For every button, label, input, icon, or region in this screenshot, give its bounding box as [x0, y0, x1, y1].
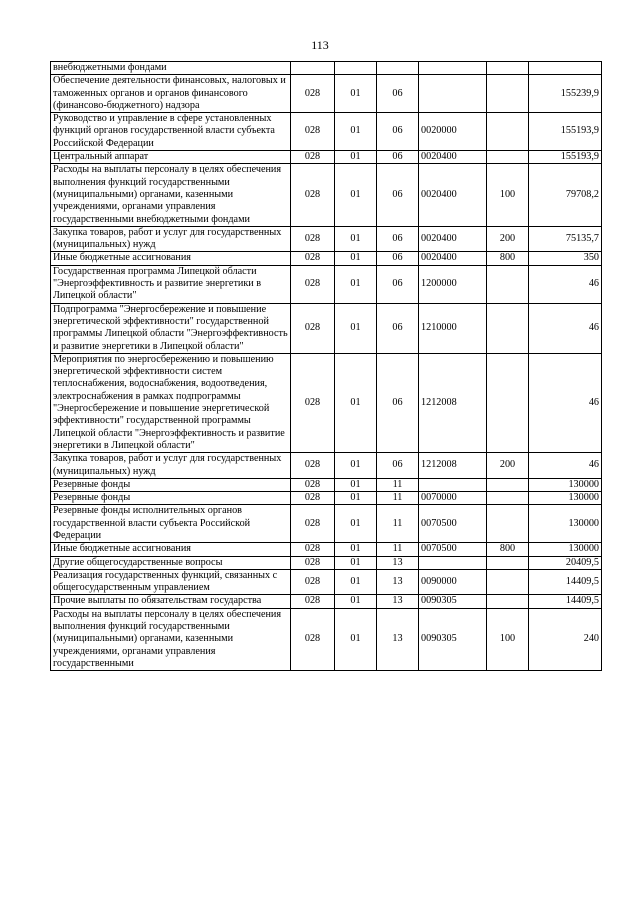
- table-row: [51, 303, 602, 353]
- row-target-article: 0020400: [419, 226, 487, 252]
- row-amount: 75135,7: [529, 226, 602, 252]
- row-amount: 14409,5: [529, 569, 602, 595]
- row-ved-code: [291, 62, 335, 75]
- row-expense-type: 200: [487, 226, 529, 252]
- row-subsection: 06: [377, 151, 419, 164]
- row-section: 01: [335, 505, 377, 543]
- row-amount: 14409,5: [529, 595, 602, 608]
- row-ved-code: 028: [291, 164, 335, 226]
- row-amount: 46: [529, 453, 602, 479]
- table-row: [51, 595, 602, 608]
- row-target-article: 0090305: [419, 608, 487, 670]
- row-subsection: 13: [377, 556, 419, 569]
- row-amount: 130000: [529, 543, 602, 556]
- row-name: Закупка товаров, работ и услуг для государственных (муниципальных) нужд: [51, 453, 291, 479]
- row-section: 01: [335, 569, 377, 595]
- row-amount: 46: [529, 265, 602, 303]
- table-row: [51, 62, 602, 75]
- row-section: 01: [335, 543, 377, 556]
- row-target-article: 0020400: [419, 164, 487, 226]
- row-name: Центральный аппарат: [51, 151, 291, 164]
- row-ved-code: 028: [291, 505, 335, 543]
- row-expense-type: 100: [487, 164, 529, 226]
- row-expense-type: [487, 353, 529, 452]
- row-subsection: 06: [377, 265, 419, 303]
- row-name: Резервные фонды исполнительных органов государственной власти субъекта Российской Федерации: [51, 505, 291, 543]
- row-ved-code: 028: [291, 303, 335, 353]
- table-row: [51, 569, 602, 595]
- row-ved-code: 028: [291, 556, 335, 569]
- row-name: Иные бюджетные ассигнования: [51, 543, 291, 556]
- row-subsection: 06: [377, 353, 419, 452]
- row-subsection: 13: [377, 608, 419, 670]
- row-subsection: 11: [377, 478, 419, 491]
- row-target-article: [419, 478, 487, 491]
- row-name: внебюджетными фондами: [51, 62, 291, 75]
- row-amount: 46: [529, 353, 602, 452]
- row-expense-type: [487, 595, 529, 608]
- table-row: [51, 226, 602, 252]
- row-expense-type: [487, 478, 529, 491]
- row-ved-code: 028: [291, 569, 335, 595]
- row-section: 01: [335, 492, 377, 505]
- row-expense-type: [487, 556, 529, 569]
- row-amount: 155193,9: [529, 151, 602, 164]
- row-expense-type: 100: [487, 608, 529, 670]
- row-target-article: 0070500: [419, 505, 487, 543]
- row-ved-code: 028: [291, 151, 335, 164]
- row-name: Реализация государственных функций, связанных с общегосударственным управлением: [51, 569, 291, 595]
- row-section: 01: [335, 113, 377, 151]
- row-ved-code: 028: [291, 453, 335, 479]
- row-amount: 155239,9: [529, 75, 602, 113]
- row-ved-code: 028: [291, 113, 335, 151]
- row-target-article: [419, 556, 487, 569]
- row-ved-code: 028: [291, 353, 335, 452]
- row-target-article: 0090305: [419, 595, 487, 608]
- table-row: [51, 113, 602, 151]
- row-target-article: 0020400: [419, 252, 487, 265]
- row-target-article: 1212008: [419, 353, 487, 452]
- row-section: 01: [335, 556, 377, 569]
- table-row: [51, 265, 602, 303]
- row-name: Государственная программа Липецкой области "Энергоэффективность и развитие энергетики в Липецкой области": [51, 265, 291, 303]
- row-section: [335, 62, 377, 75]
- row-name: Закупка товаров, работ и услуг для государственных (муниципальных) нужд: [51, 226, 291, 252]
- row-expense-type: [487, 265, 529, 303]
- row-ved-code: 028: [291, 478, 335, 491]
- table-row: [51, 505, 602, 543]
- budget-table: [50, 61, 602, 671]
- row-ved-code: 028: [291, 252, 335, 265]
- table-row: [51, 478, 602, 491]
- row-ved-code: 028: [291, 543, 335, 556]
- row-expense-type: [487, 151, 529, 164]
- table-row: [51, 252, 602, 265]
- row-name: Обеспечение деятельности финансовых, налоговых и таможенных органов и органов финансового (финансово-бюджетного) надзора: [51, 75, 291, 113]
- row-name: Другие общегосударственные вопросы: [51, 556, 291, 569]
- row-target-article: 0070500: [419, 543, 487, 556]
- table-row: [51, 453, 602, 479]
- row-target-article: [419, 62, 487, 75]
- row-amount: 79708,2: [529, 164, 602, 226]
- row-subsection: 11: [377, 492, 419, 505]
- row-name: Прочие выплаты по обязательствам государства: [51, 595, 291, 608]
- row-ved-code: 028: [291, 226, 335, 252]
- table-row: [51, 164, 602, 226]
- row-ved-code: 028: [291, 608, 335, 670]
- table-row: [51, 151, 602, 164]
- row-ved-code: 028: [291, 75, 335, 113]
- row-subsection: 06: [377, 164, 419, 226]
- row-subsection: 06: [377, 113, 419, 151]
- row-name: Расходы на выплаты персоналу в целях обеспечения выполнения функций государственными (муниципальными) органами, казенными учреждениями, органами управления государственными: [51, 608, 291, 670]
- row-section: 01: [335, 164, 377, 226]
- row-amount: 130000: [529, 492, 602, 505]
- row-expense-type: [487, 62, 529, 75]
- row-expense-type: 800: [487, 543, 529, 556]
- row-amount: 20409,5: [529, 556, 602, 569]
- row-name: Подпрограмма "Энергосбережение и повышение энергетической эффективности" государственной программы Липецкой области "Энергоэффективность и развитие энергетики в Липецкой области": [51, 303, 291, 353]
- row-name: Руководство и управление в сфере установленных функций органов государственной власти субъекта Российской Федерации: [51, 113, 291, 151]
- row-target-article: 0090000: [419, 569, 487, 595]
- row-target-article: 0070000: [419, 492, 487, 505]
- row-ved-code: 028: [291, 265, 335, 303]
- row-subsection: 11: [377, 543, 419, 556]
- row-expense-type: [487, 505, 529, 543]
- row-name: Мероприятия по энергосбережению и повышению энергетической эффективности систем теплоснабжения, водоснабжения, водоотведения, электроснабжения в рамках подпрограммы "Энергосбережение и повышение энергетической эффективности" государственной программы Липецкой области "Энергоэффективность и развитие энергетики в Липецкой области": [51, 353, 291, 452]
- row-target-article: 1212008: [419, 453, 487, 479]
- row-target-article: 1200000: [419, 265, 487, 303]
- row-subsection: [377, 62, 419, 75]
- row-expense-type: [487, 569, 529, 595]
- page-number: 113: [311, 38, 329, 52]
- table-row: [51, 543, 602, 556]
- row-amount: 130000: [529, 505, 602, 543]
- row-subsection: 06: [377, 75, 419, 113]
- row-expense-type: [487, 303, 529, 353]
- row-expense-type: [487, 492, 529, 505]
- row-expense-type: [487, 75, 529, 113]
- row-amount: 46: [529, 303, 602, 353]
- row-section: 01: [335, 252, 377, 265]
- row-subsection: 06: [377, 226, 419, 252]
- row-expense-type: 200: [487, 453, 529, 479]
- row-expense-type: [487, 113, 529, 151]
- row-subsection: 13: [377, 595, 419, 608]
- row-section: 01: [335, 608, 377, 670]
- row-ved-code: 028: [291, 595, 335, 608]
- row-name: Расходы на выплаты персоналу в целях обеспечения выполнения функций государственными (муниципальными) органами, казенными учреждениями, органами управления государственными внебюджетными фондами: [51, 164, 291, 226]
- row-amount: 350: [529, 252, 602, 265]
- table-body: [51, 62, 602, 671]
- row-target-article: 0020400: [419, 151, 487, 164]
- row-target-article: 0020000: [419, 113, 487, 151]
- row-target-article: 1210000: [419, 303, 487, 353]
- table-row: [51, 556, 602, 569]
- row-subsection: 06: [377, 252, 419, 265]
- table-row: [51, 608, 602, 670]
- row-section: 01: [335, 478, 377, 491]
- row-section: 01: [335, 151, 377, 164]
- row-subsection: 06: [377, 453, 419, 479]
- row-name: Резервные фонды: [51, 478, 291, 491]
- row-amount: 240: [529, 608, 602, 670]
- row-subsection: 06: [377, 303, 419, 353]
- row-subsection: 11: [377, 505, 419, 543]
- row-name: Резервные фонды: [51, 492, 291, 505]
- row-expense-type: 800: [487, 252, 529, 265]
- table-row: [51, 353, 602, 452]
- row-target-article: [419, 75, 487, 113]
- row-section: 01: [335, 595, 377, 608]
- row-section: 01: [335, 226, 377, 252]
- row-amount: [529, 62, 602, 75]
- table-row: [51, 492, 602, 505]
- row-section: 01: [335, 303, 377, 353]
- row-amount: 130000: [529, 478, 602, 491]
- row-name: Иные бюджетные ассигнования: [51, 252, 291, 265]
- row-section: 01: [335, 265, 377, 303]
- row-ved-code: 028: [291, 492, 335, 505]
- row-section: 01: [335, 453, 377, 479]
- row-section: 01: [335, 75, 377, 113]
- row-subsection: 13: [377, 569, 419, 595]
- row-section: 01: [335, 353, 377, 452]
- row-amount: 155193,9: [529, 113, 602, 151]
- table-row: [51, 75, 602, 113]
